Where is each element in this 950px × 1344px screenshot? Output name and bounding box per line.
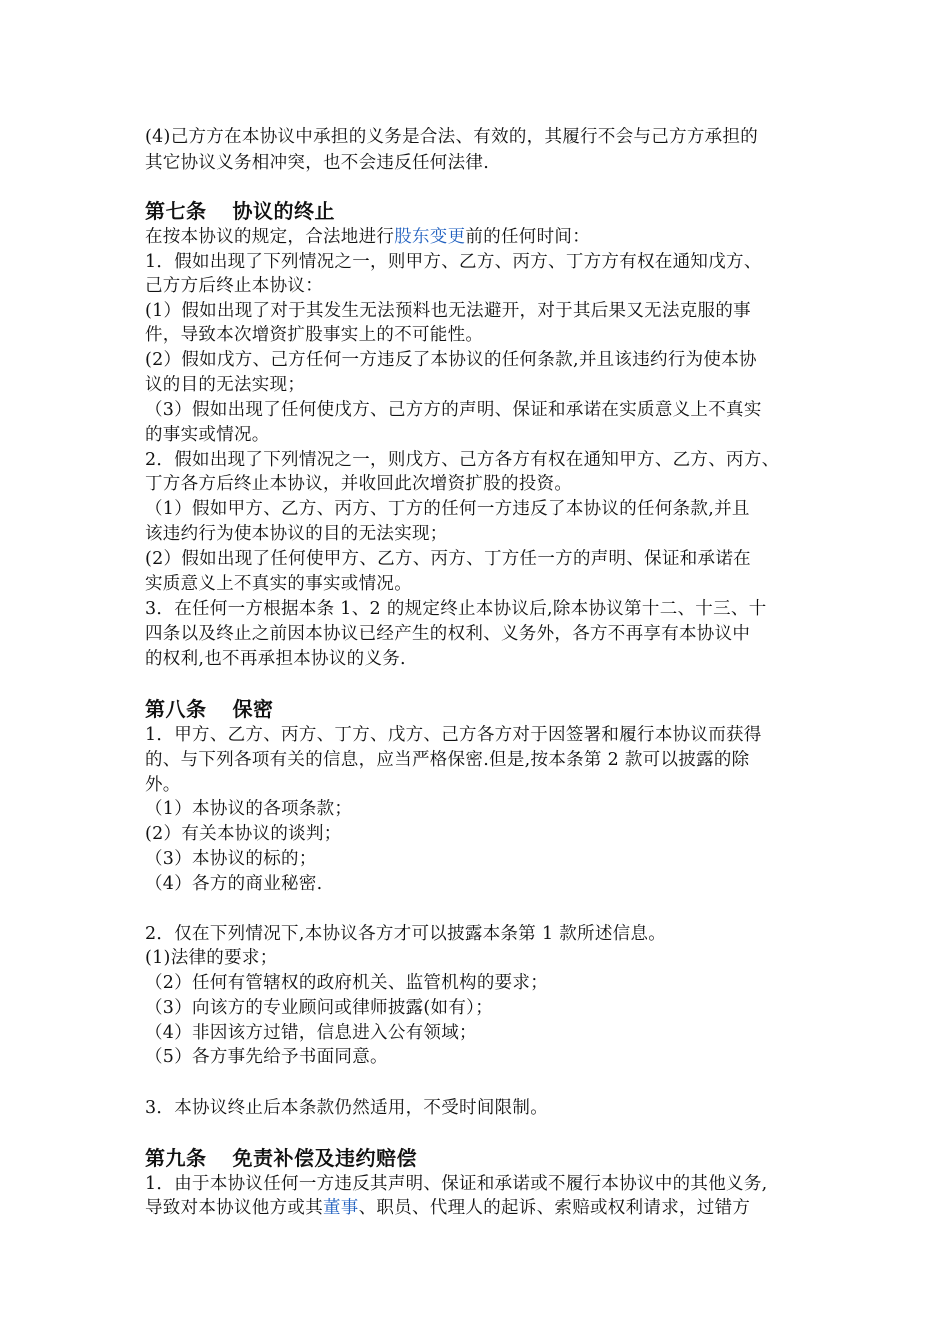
article-8-line: 3．本协议终止后本条款仍然适用，不受时间限制。 xyxy=(145,1098,549,1118)
article-number: 第九条 xyxy=(145,1146,207,1170)
article-number: 第七条 xyxy=(145,199,207,223)
article-8-line: (2）有关本协议的谈判； xyxy=(145,824,342,844)
article-7-line: 2．假如出现了下列情况之一，则戊方、己方各方有权在通知甲方、乙方、丙方、 xyxy=(145,450,780,470)
article-title: 保密 xyxy=(232,697,274,721)
article-8-line: （3）向该方的专业顾问或律师披露(如有）； xyxy=(145,998,494,1018)
article-9-heading xyxy=(145,1145,417,1171)
article-8-line: （2）任何有管辖权的政府机关、监管机构的要求； xyxy=(145,973,549,993)
director-link[interactable]: 董事 xyxy=(323,1198,359,1218)
article-7-line: 议的目的无法实现； xyxy=(145,375,306,395)
article-8-line: （4）非因该方过错，信息进入公有领域； xyxy=(145,1023,477,1043)
article-7-line: 件，导致本次增资扩股事实上的不可能性。 xyxy=(145,325,484,345)
article-9-text: 导致对本协议他方或其 xyxy=(145,1198,323,1218)
article-8-line: 2．仅在下列情况下,本协议各方才可以披露本条第 1 款所述信息。 xyxy=(145,924,667,944)
article-8-line: （4）各方的商业秘密. xyxy=(145,874,323,894)
shareholder-change-link[interactable]: 股东变更 xyxy=(394,227,466,247)
article-7-line: (2）假如出现了任何使甲方、乙方、丙方、丁方任一方的声明、保证和承诺在 xyxy=(145,549,751,569)
article-7-heading xyxy=(145,198,335,224)
article-7-line: 的事实或情况。 xyxy=(145,425,270,445)
article-8-line: （1）本协议的各项条款； xyxy=(145,799,353,819)
article-7-line: (1）假如出现了对于其发生无法预料也无法避开，对于其后果又无法克服的事 xyxy=(145,301,751,321)
article-7-intro xyxy=(145,225,590,249)
article-7-line: （3）假如出现了任何使戊方、己方方的声明、保证和承诺在实质意义上不真实 xyxy=(145,400,762,420)
article-9-text: 、职员、代理人的起诉、索赔或权利请求，过错方 xyxy=(358,1198,751,1218)
article-title: 协议的终止 xyxy=(232,199,335,223)
article-8-line: 外。 xyxy=(145,775,181,795)
article-7-line: 实质意义上不真实的事实或情况。 xyxy=(145,574,412,594)
article-8-line: （3）本协议的标的； xyxy=(145,849,317,869)
article-9-line: 1．由于本协议任何一方违反其声明、保证和承诺或不履行本协议中的其他义务, xyxy=(145,1174,768,1194)
intro-text: 在按本协议的规定，合法地进行 xyxy=(145,227,395,247)
article-number: 第八条 xyxy=(145,697,207,721)
article-8-line: 1．甲方、乙方、丙方、丁方、戊方、己方各方对于因签署和履行本协议而获得 xyxy=(145,725,762,745)
article-7-line: 己方方后终止本协议： xyxy=(145,276,323,296)
article-7-line: (2）假如戊方、己方任何一方违反了本协议的任何条款,并且该违约行为使本协 xyxy=(145,350,757,370)
article-7-line: 该违约行为使本协议的目的无法实现； xyxy=(145,524,448,544)
paragraph-line: (4)己方方在本协议中承担的义务是合法、有效的，其履行不会与己方方承担的 xyxy=(145,127,759,147)
article-7-line: （1）假如甲方、乙方、丙方、丁方的任何一方违反了本协议的任何条款,并且 xyxy=(145,499,750,519)
intro-text: 前的任何时间： xyxy=(465,227,591,247)
article-8-line: (1)法律的要求； xyxy=(145,948,278,968)
paragraph-line: 其它协议义务相冲突，也不会违反任何法律. xyxy=(145,153,490,173)
article-9-line xyxy=(145,1196,750,1220)
article-8-line: 的、与下列各项有关的信息，应当严格保密.但是,按本条第 2 款可以披露的除 xyxy=(145,750,750,770)
article-title: 免责补偿及违约赔偿 xyxy=(232,1146,417,1170)
article-7-line: 1．假如出现了下列情况之一，则甲方、乙方、丙方、丁方方有权在通知戊方、 xyxy=(145,252,762,272)
article-7-line: 的权利,也不再承担本协议的义务. xyxy=(145,649,406,669)
article-8-line: （5）各方事先给予书面同意。 xyxy=(145,1047,388,1067)
article-7-line: 丁方各方后终止本协议，并收回此次增资扩股的投资。 xyxy=(145,474,573,494)
article-7-line: 四条以及终止之前因本协议已经产生的权利、义务外，各方不再享有本协议中 xyxy=(145,624,751,644)
article-8-heading xyxy=(145,696,274,722)
article-7-line: 3．在任何一方根据本条 1、2 的规定终止本协议后,除本协议第十二、十三、十 xyxy=(145,599,767,619)
